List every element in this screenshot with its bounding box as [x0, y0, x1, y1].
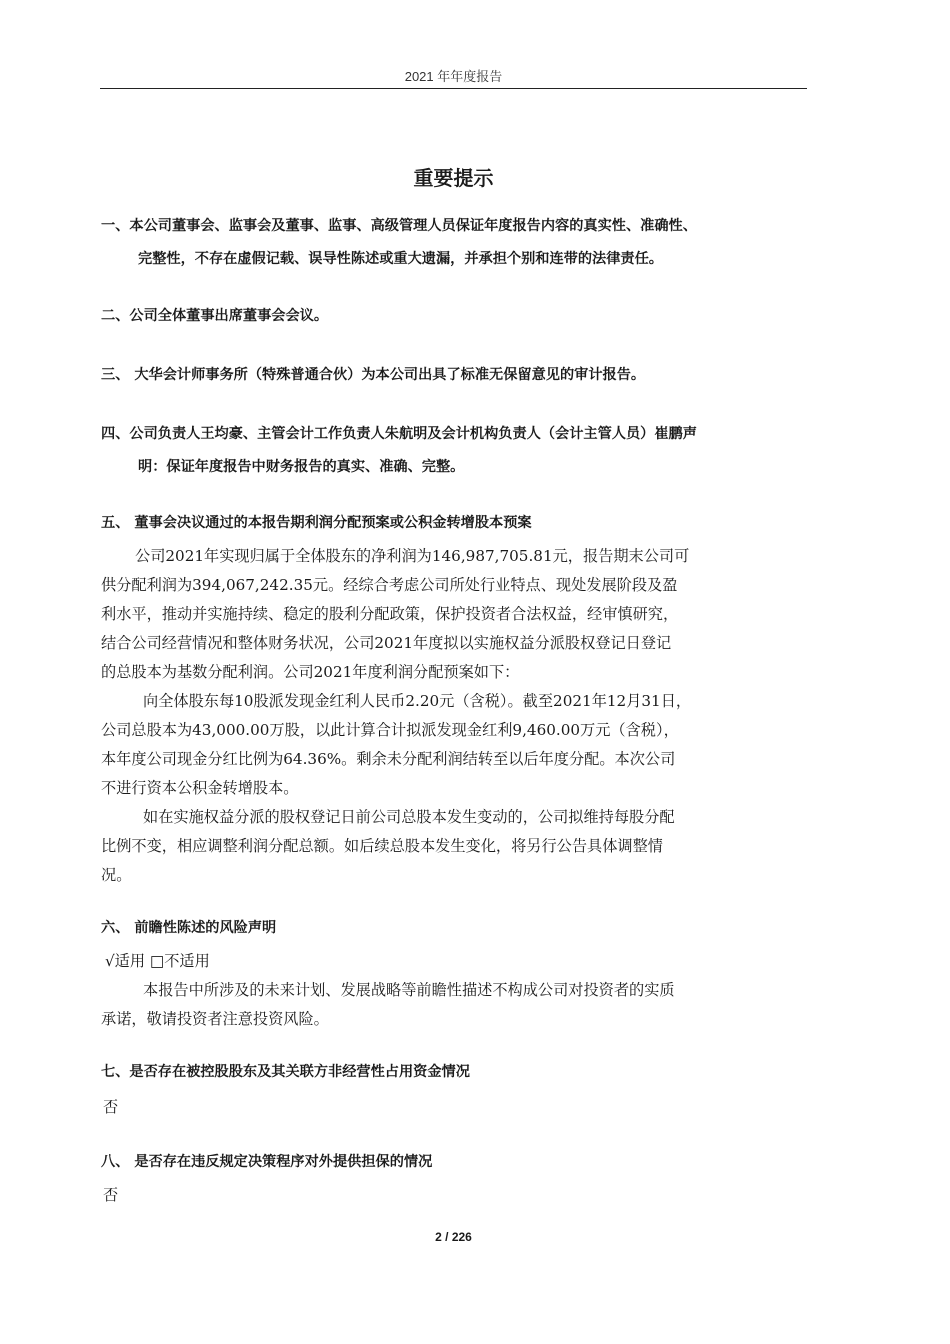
section-5-para-line: 本年度公司现金分红比例为64.36%。剩余未分配利润结转至以后年度分配。本次公司 [101, 750, 676, 768]
section-3-line-1: 三、 大华会计师事务所（特殊普通合伙）为本公司出具了标准无保留意见的审计报告。 [101, 367, 646, 383]
section-5-para-line: 利水平，推动并实施持续、稳定的股利分配政策，保护投资者合法权益，经审慎研究， [101, 605, 679, 623]
page-title: 重要提示 [413, 166, 494, 190]
report-header: 2021 年年度报告 [404, 69, 503, 84]
section-7-answer: 否 [103, 1098, 119, 1116]
header-divider [100, 88, 807, 89]
section-4-line-2: 明：保证年度报告中财务报告的真实、准确、完整。 [138, 459, 465, 475]
section-8-answer: 否 [103, 1186, 119, 1204]
section-5-para-line: 供分配利润为394,067,242.35元。经综合考虑公司所处行业特点、现处发展阶段及盈 [101, 576, 678, 594]
section-6-para-line-2: 承诺，敬请投资者注意投资风险。 [101, 1010, 329, 1028]
section-5-para-line: 不进行资本公积金转增股本。 [101, 779, 299, 797]
section-5-para-line: 况。 [101, 866, 132, 884]
section-5-para-line: 如在实施权益分派的股权登记日前公司总股本发生变动的，公司拟维持每股分配 [143, 808, 675, 826]
section-5-heading: 五、 董事会决议通过的本报告期利润分配预案或公积金转增股本预案 [101, 515, 532, 531]
section-5-para-line: 公司2021年实现归属于全体股东的净利润为146,987,705.81元，报告期末公司可 [135, 547, 690, 565]
applicability-checkbox-line: √适用 □不适用 [105, 952, 210, 970]
section-5-para-line: 结合公司经营情况和整体财务状况，公司2021年度拟以实施权益分派股权登记日登记 [101, 634, 672, 652]
section-1-line-1: 一、本公司董事会、监事会及董事、监事、高级管理人员保证年度报告内容的真实性、准确性、 [101, 218, 697, 234]
section-5-para-line: 的总股本为基数分配利润。公司2021年度利润分配预案如下： [101, 663, 520, 681]
section-5-para-line: 比例不变，相应调整利润分配总额。如后续总股本发生变化，将另行公告具体调整情 [101, 837, 663, 855]
section-4-line-1: 四、公司负责人王均豪、主管会计工作负责人朱航明及会计机构负责人（会计主管人员）崔鹏声 [101, 426, 697, 442]
section-8-heading: 八、 是否存在违反规定决策程序对外提供担保的情况 [101, 1154, 433, 1170]
section-7-heading: 七、是否存在被控股股东及其关联方非经营性占用资金情况 [101, 1064, 470, 1080]
section-5-para-line: 向全体股东每10股派发现金红利人民币2.20元（含税）。截至2021年12月31日， [143, 692, 692, 710]
section-6-heading: 六、 前瞻性陈述的风险声明 [101, 920, 277, 936]
section-1-line-2: 完整性，不存在虚假记载、误导性陈述或重大遗漏，并承担个别和连带的法律责任。 [138, 251, 663, 267]
section-5-para-line: 公司总股本为43,000.00万股，以此计算合计拟派发现金红利9,460.00万元（含税）， [101, 721, 679, 739]
page-number: 2 / 226 [435, 1230, 472, 1244]
section-2-line-1: 二、公司全体董事出席董事会会议。 [101, 308, 329, 324]
section-6-para-line-1: 本报告中所涉及的未来计划、发展战略等前瞻性描述不构成公司对投资者的实质 [143, 981, 675, 999]
